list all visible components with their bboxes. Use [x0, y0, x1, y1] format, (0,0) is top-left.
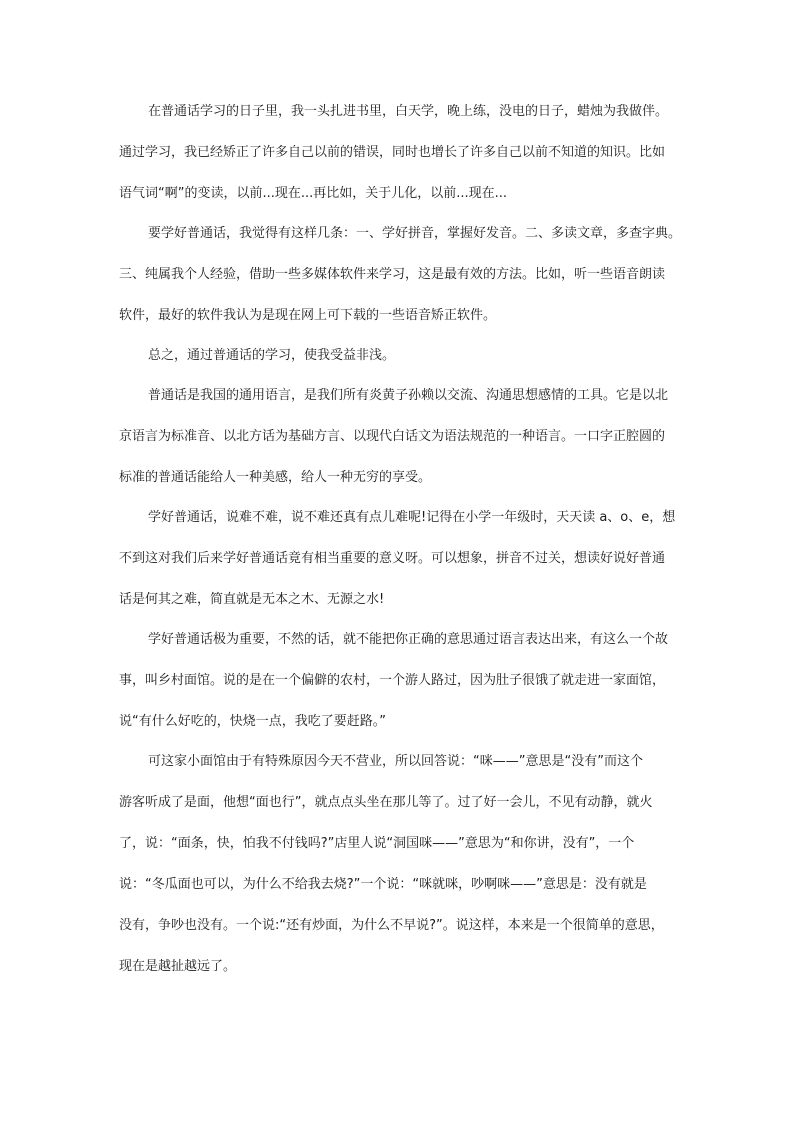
paragraph — [119, 388, 669, 486]
text-line: 游客听成了是面，他想“面也行”，就点点头坐在那儿等了。过了好一会儿，不见有动静，就火 — [119, 795, 653, 810]
paragraph — [119, 754, 664, 975]
text-line: 现在是越扯越远了。 — [119, 959, 237, 974]
text-line: 可这家小面馆由于有特殊原因今天不营业，所以回答说：“咪——”意思是“没有”而这个 — [148, 754, 643, 769]
text-line: 学好普通话极为重要，不然的话，就不能把你正确的意思通过语言表达出来，有这么一个故 — [148, 632, 669, 647]
document-body — [119, 104, 682, 999]
text-line: 京语言为标准音、以北方话为基础方言、以现代白话文为语法规范的一种语言。一口字正腔圆的 — [119, 429, 666, 444]
text-line: 要学好普通话，我觉得有这样几条：一、学好拼音，掌握好发音。二、多读文章，多查字典。 — [148, 226, 682, 241]
paragraph — [119, 510, 676, 608]
text-line: 普通话是我国的通用语言，是我们所有炎黄子孙赖以交流、沟通思想感情的工具。它是以北 — [148, 388, 669, 403]
text-line: 语气词“啊”的变读，以前...现在...再比如，关于儿化，以前...现在... — [119, 186, 508, 201]
text-line: 三、纯属我个人经验，借助一些多媒体软件来学习，这是最有效的方法。比如，听一些语音朗读 — [119, 267, 666, 282]
paragraph — [119, 632, 669, 730]
text-line: 学好普通话，说难不难，说不难还真有点儿难呢!记得在小学一年级时，天天读 a、o、e，想 — [148, 510, 676, 525]
text-line: 说：“冬瓜面也可以，为什么不给我去烧?”一个说：“咪就咪，吵啊咪——”意思是：没有就是 — [119, 877, 647, 892]
text-line: 在普通话学习的日子里，我一头扎进书里，白天学，晚上练，没电的日子，蜡烛为我做伴。 — [148, 104, 669, 119]
paragraph — [119, 104, 669, 202]
text-line: 没有，争吵也没有。一个说:“还有炒面，为什么不早说?”。说这样，本来是一个很简单的意思， — [119, 918, 664, 933]
text-line: 标准的普通话能给人一种美感，给人一种无穷的享受。 — [119, 470, 432, 485]
text-line: 通过学习，我已经矫正了许多自己以前的错误，同时也增长了许多自己以前不知道的知识。比如 — [119, 145, 666, 160]
text-line: 总之，通过普通话的学习，使我受益非浅。 — [148, 348, 396, 363]
paragraph — [119, 348, 659, 364]
text-line: 不到这对我们后来学好普通话竟有相当重要的意义呀。可以想象，拼音不过关，想读好说好普通 — [119, 551, 666, 566]
text-line: 说“有什么好吃的，快烧一点，我吃了要赶路。” — [119, 714, 386, 729]
text-line: 软件，最好的软件我认为是现在网上可下载的一些语音矫正软件。 — [119, 308, 497, 323]
text-line: 话是何其之难，简直就是无本之木、无源之水! — [119, 592, 385, 607]
paragraph — [119, 226, 682, 324]
text-line: 事，叫乡村面馆。说的是在一个偏僻的农村，一个游人路过，因为肚子很饿了就走进一家面馆， — [119, 673, 666, 688]
text-line: 了，说：“面条，快，怕我不付钱吗?”店里人说“洞国咪——”意思为“和你讲，没有”，一个 — [119, 836, 635, 851]
